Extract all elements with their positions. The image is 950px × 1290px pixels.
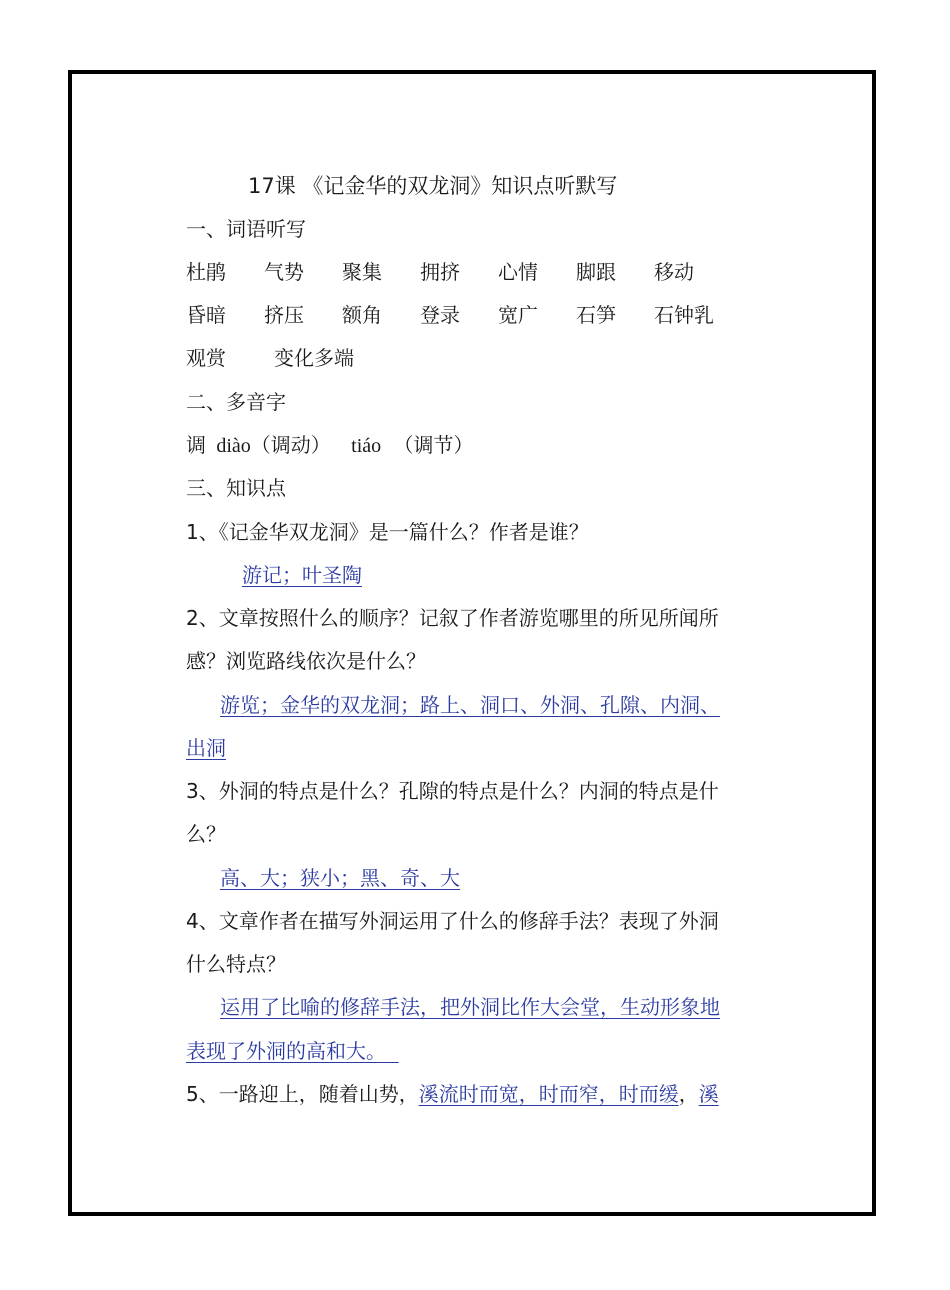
polyphone-line [186, 432, 474, 459]
question-3-line-2: 么？ [186, 822, 226, 846]
word: 昏暗 [186, 303, 226, 327]
question-5-answer-tail: 溪 [698, 1082, 719, 1106]
word: 气势 [264, 260, 304, 284]
word: 额角 [342, 303, 382, 327]
question-5-line-1 [186, 1081, 719, 1107]
question-2-line-1: 2、文章按照什么的顺序？记叙了作者游览哪里的所见所闻所 [186, 606, 719, 630]
vocabulary-row-1 [186, 259, 732, 285]
polyphone-char: 调 [186, 433, 206, 457]
word: 观赏 [186, 346, 226, 370]
question-5-prefix: 5、一路迎上，随着山势， [186, 1082, 419, 1106]
question-3-line-1: 3、外洞的特点是什么？孔隙的特点是什么？内洞的特点是什 [186, 779, 719, 803]
word: 心情 [498, 260, 538, 284]
example-word-1: （调动） [250, 433, 331, 457]
answer-3: 高、大；狭小；黑、奇、大 [220, 866, 460, 890]
answer-4-line-1: 运用了比喻的修辞手法，把外洞比作大会堂，生动形象地 [220, 995, 720, 1019]
word: 脚跟 [576, 260, 616, 284]
page-title: 17课 《记金华的双龙洞》知识点听默写 [248, 174, 618, 198]
pinyin-2: tiáo [351, 435, 382, 457]
vocabulary-row-2 [186, 302, 732, 328]
question-1: 1、《记金华双龙洞》是一篇什么？作者是谁？ [186, 520, 589, 544]
word: 宽广 [498, 303, 538, 327]
answer-2-line-1: 游览；金华的双龙洞；路上、洞口、外洞、孔隙、内洞、 [220, 693, 720, 717]
answer-4-line-2 [186, 1038, 399, 1064]
vocabulary-row-3 [186, 345, 354, 371]
section-heading-vocabulary: 一、词语听写 [186, 217, 306, 241]
answer-1: 游记；叶圣陶 [242, 563, 362, 587]
word: 石钟乳 [654, 303, 714, 327]
word: 石笋 [576, 303, 616, 327]
word: 登录 [420, 303, 460, 327]
question-5-separator: ， [678, 1082, 699, 1106]
word: 杜鹃 [186, 260, 226, 284]
word: 聚集 [342, 260, 382, 284]
word: 变化多端 [274, 346, 354, 370]
section-heading-polyphone: 二、多音字 [186, 390, 286, 414]
word: 挤压 [264, 303, 304, 327]
word: 拥挤 [420, 260, 460, 284]
question-5-answer: 溪流时而宽，时而窄，时而缓 [418, 1082, 679, 1106]
answer-4-line-2-text: 表现了外洞的高和大。 [186, 1039, 386, 1063]
section-heading-knowledge: 三、知识点 [186, 476, 286, 500]
question-4-line-1: 4、文章作者在描写外洞运用了什么的修辞手法？表现了外洞 [186, 909, 719, 933]
answer-2-line-2: 出洞 [186, 736, 226, 760]
word: 移动 [654, 260, 694, 284]
question-4-line-2: 什么特点？ [186, 952, 286, 976]
example-word-2: （调节） [393, 433, 474, 457]
pinyin-1: diào [216, 435, 251, 457]
question-2-line-2: 感？浏览路线依次是什么？ [186, 649, 426, 673]
